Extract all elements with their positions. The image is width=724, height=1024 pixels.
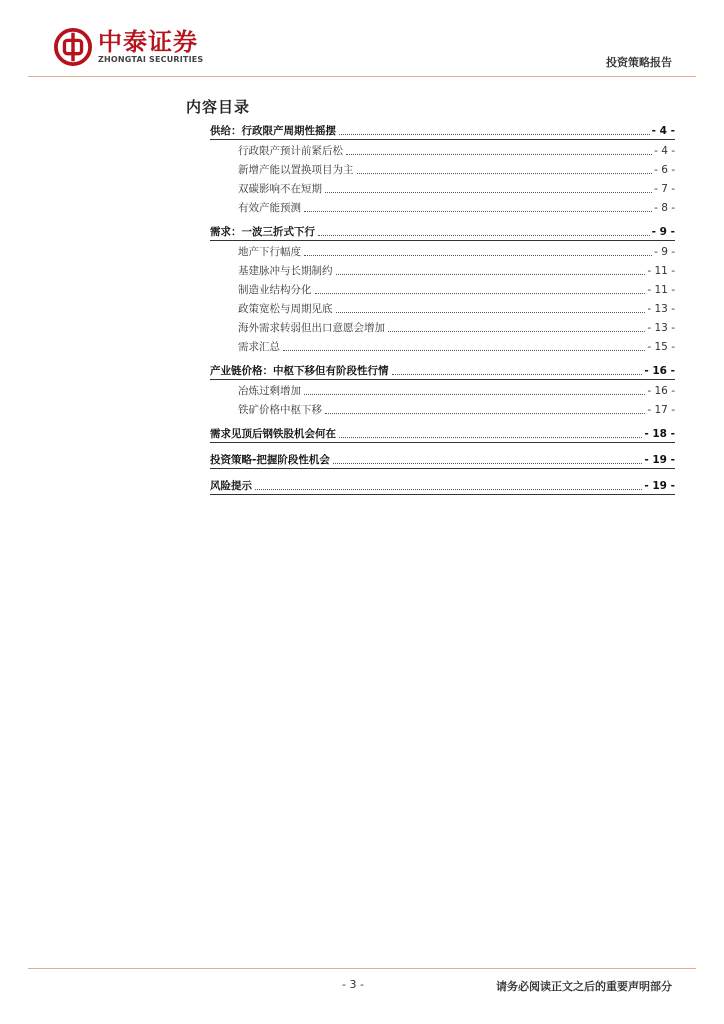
toc-entry-label: 基建脉冲与长期制约 xyxy=(238,265,333,277)
toc-entry-l1[interactable] xyxy=(210,124,675,138)
toc-entry-label: 铁矿价格中枢下移 xyxy=(238,404,322,416)
toc-entry-l2[interactable] xyxy=(210,340,675,354)
toc-entry-page: - 4 - xyxy=(654,145,675,157)
toc-entry-label: 制造业结构分化 xyxy=(238,284,312,296)
toc-section-rule xyxy=(210,468,675,469)
toc-entry-label: 投资策略-把握阶段性机会 xyxy=(210,454,330,466)
toc-entry-page: - 17 - xyxy=(647,404,675,416)
toc-entry-page: - 4 - xyxy=(651,125,675,137)
toc-entry-l2[interactable] xyxy=(210,245,675,259)
toc-entry-l2[interactable] xyxy=(210,283,675,297)
toc-leader-dots xyxy=(283,350,645,351)
toc-entry-page: - 18 - xyxy=(644,428,675,440)
toc-entry-label: 有效产能预测 xyxy=(238,202,301,214)
zhongtai-logo-icon xyxy=(54,28,92,66)
toc-entry-l1[interactable] xyxy=(210,364,675,378)
toc-entry-l1[interactable] xyxy=(210,453,675,467)
toc-entry-l1[interactable] xyxy=(210,427,675,441)
footer-disclaimer: 请务必阅读正文之后的重要声明部分 xyxy=(496,980,672,993)
toc-entry-l2[interactable] xyxy=(210,264,675,278)
toc-leader-dots xyxy=(325,413,645,414)
toc-leader-dots xyxy=(336,274,646,275)
toc-entry-l2[interactable] xyxy=(210,321,675,335)
table-of-contents xyxy=(210,124,675,495)
toc-leader-dots xyxy=(339,134,650,135)
toc-entry-label: 需求：一波三折式下行 xyxy=(210,226,315,238)
toc-entry-page: - 13 - xyxy=(647,303,675,315)
toc-entry-page: - 9 - xyxy=(654,246,675,258)
toc-leader-dots xyxy=(304,394,645,395)
toc-section-rule xyxy=(210,240,675,241)
toc-leader-dots xyxy=(336,312,646,313)
header-divider xyxy=(28,76,696,77)
toc-leader-dots xyxy=(304,211,652,212)
toc-entry-label: 海外需求转弱但出口意愿会增加 xyxy=(238,322,385,334)
toc-entry-label: 新增产能以置换项目为主 xyxy=(238,164,354,176)
toc-leader-dots xyxy=(318,235,650,236)
page-number: - 3 - xyxy=(342,978,364,991)
toc-leader-dots xyxy=(255,489,642,490)
report-type-label: 投资策略报告 xyxy=(606,56,672,69)
toc-leader-dots xyxy=(346,154,652,155)
toc-entry-l2[interactable] xyxy=(210,144,675,158)
toc-leader-dots xyxy=(392,374,643,375)
toc-entry-label: 需求见顶后钢铁股机会何在 xyxy=(210,428,336,440)
toc-entry-l2[interactable] xyxy=(210,384,675,398)
toc-entry-page: - 11 - xyxy=(647,284,675,296)
toc-entry-page: - 13 - xyxy=(647,322,675,334)
footer-divider xyxy=(28,968,696,969)
toc-entry-page: - 8 - xyxy=(654,202,675,214)
toc-section-rule xyxy=(210,379,675,380)
toc-entry-l2[interactable] xyxy=(210,182,675,196)
logo-chinese-name: 中泰证券 xyxy=(98,28,198,56)
toc-leader-dots xyxy=(333,463,643,464)
page-header xyxy=(0,0,724,80)
toc-section-rule xyxy=(210,139,675,140)
toc-entry-label: 风险提示 xyxy=(210,480,252,492)
toc-leader-dots xyxy=(304,255,652,256)
toc-leader-dots xyxy=(339,437,642,438)
toc-leader-dots xyxy=(325,192,652,193)
toc-entry-label: 需求汇总 xyxy=(238,341,280,353)
toc-entry-l2[interactable] xyxy=(210,302,675,316)
toc-entry-label: 行政限产预计前紧后松 xyxy=(238,145,343,157)
toc-entry-page: - 7 - xyxy=(654,183,675,195)
toc-entry-label: 冶炼过剩增加 xyxy=(238,385,301,397)
toc-entry-label: 双碳影响不在短期 xyxy=(238,183,322,195)
toc-entry-page: - 16 - xyxy=(644,365,675,377)
toc-leader-dots xyxy=(315,293,646,294)
company-logo xyxy=(54,28,203,66)
toc-entry-page: - 9 - xyxy=(651,226,675,238)
toc-entry-page: - 11 - xyxy=(647,265,675,277)
toc-entry-l2[interactable] xyxy=(210,201,675,215)
toc-entry-l2[interactable] xyxy=(210,403,675,417)
toc-entry-label: 供给：行政限产周期性摇摆 xyxy=(210,125,336,137)
toc-leader-dots xyxy=(388,331,645,332)
toc-title: 内容目录 xyxy=(186,98,251,116)
toc-entry-page: - 15 - xyxy=(647,341,675,353)
toc-entry-l1[interactable] xyxy=(210,225,675,239)
toc-entry-l2[interactable] xyxy=(210,163,675,177)
toc-entry-page: - 16 - xyxy=(647,385,675,397)
toc-entry-l1[interactable] xyxy=(210,479,675,493)
toc-entry-label: 政策宽松与周期见底 xyxy=(238,303,333,315)
toc-entry-page: - 6 - xyxy=(654,164,675,176)
toc-entry-label: 地产下行幅度 xyxy=(238,246,301,258)
logo-english-name: ZHONGTAI SECURITIES xyxy=(98,55,204,64)
toc-entry-page: - 19 - xyxy=(644,454,675,466)
toc-entry-page: - 19 - xyxy=(644,480,675,492)
toc-entry-label: 产业链价格：中枢下移但有阶段性行情 xyxy=(210,365,389,377)
toc-section-rule xyxy=(210,494,675,495)
toc-section-rule xyxy=(210,442,675,443)
toc-leader-dots xyxy=(357,173,653,174)
